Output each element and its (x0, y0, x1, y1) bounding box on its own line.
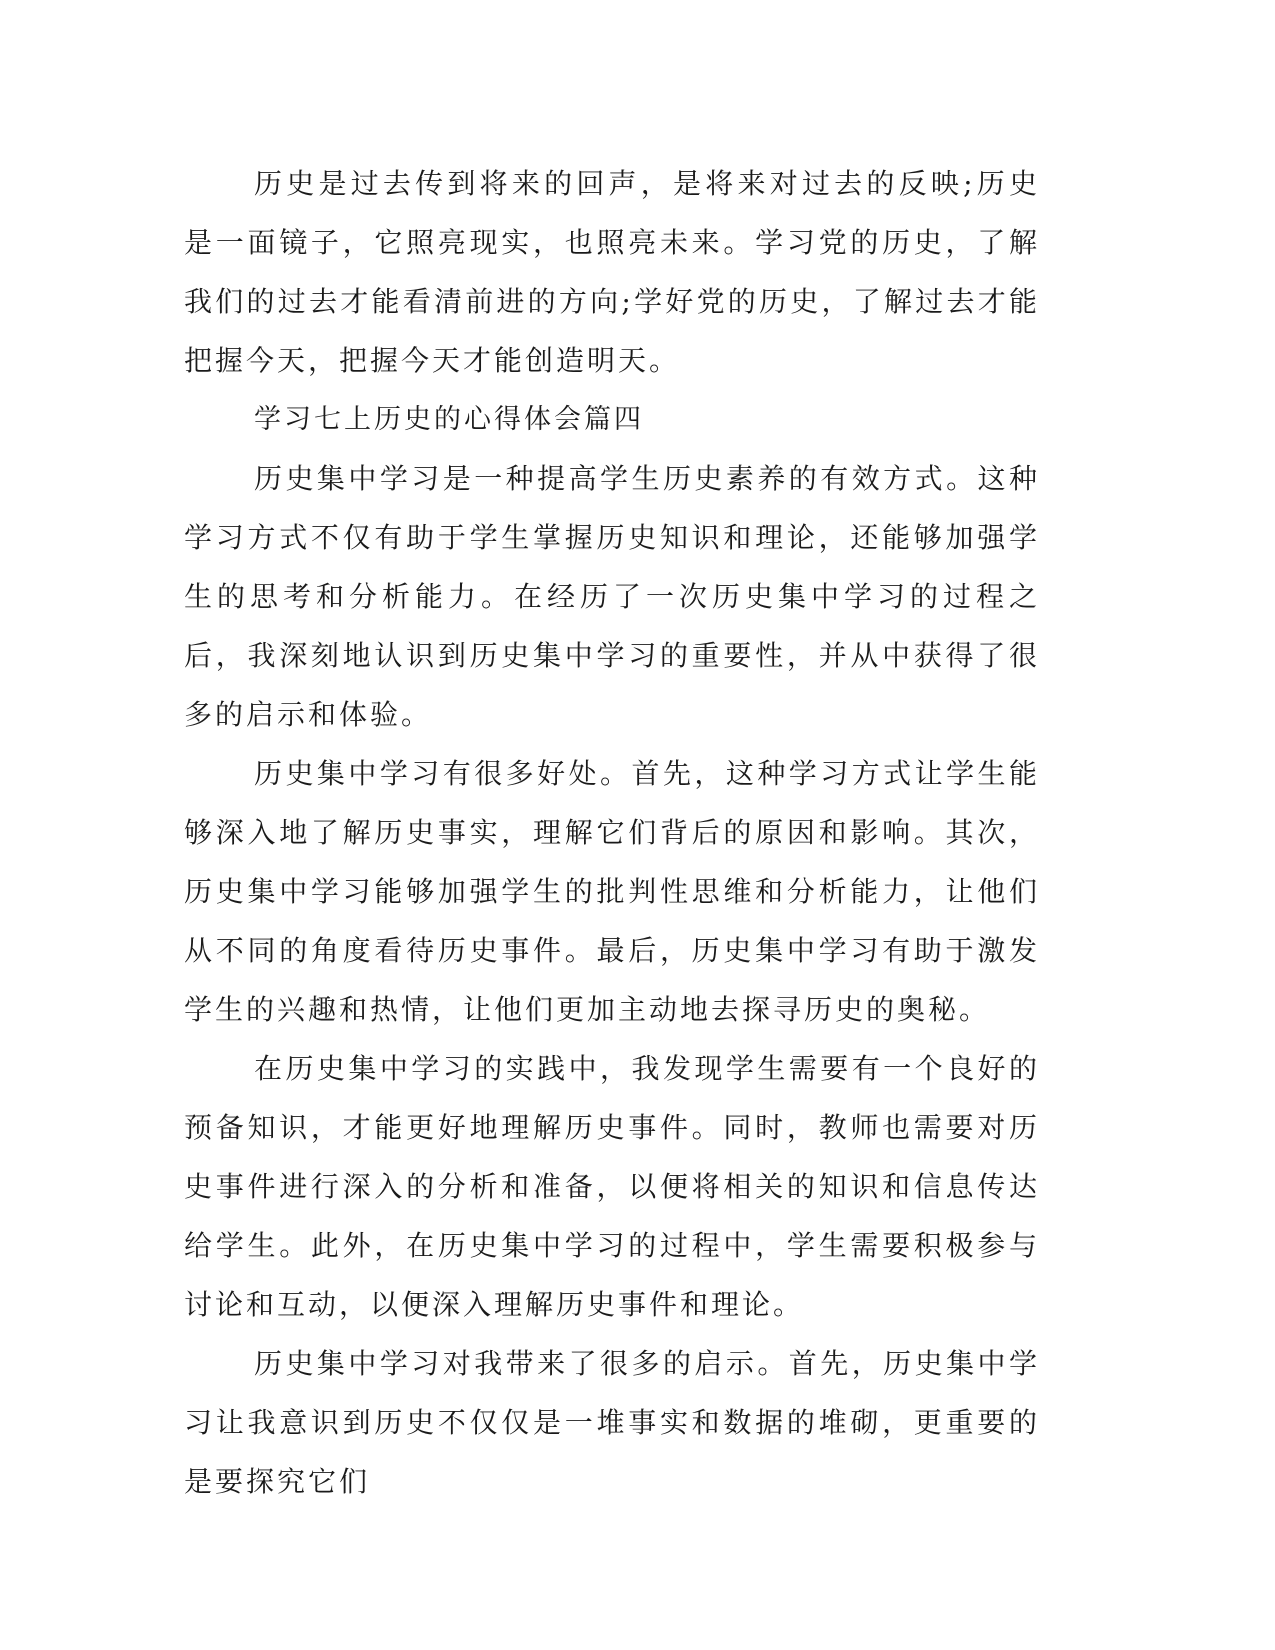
paragraph: 在历史集中学习的实践中，我发现学生需要有一个良好的预备知识，才能更好地理解历史事件。同时，教师也需要对历史事件进行深入的分析和准备，以便将相关的知识和信息传达给学生。此外，在历史集中学习的过程中，学生需要积极参与讨论和互动，以便深入理解历史事件和理论。 (184, 1052, 1040, 1321)
document-body (184, 154, 1040, 1511)
paragraph: 历史是过去传到将来的回声，是将来对过去的反映;历史是一面镜子，它照亮现实，也照亮未来。学习党的历史，了解我们的过去才能看清前进的方向;学好党的历史，了解过去才能把握今天，把握今天才能创造明天。 (184, 167, 1040, 377)
paragraph: 历史集中学习有很多好处。首先，这种学习方式让学生能够深入地了解历史事实，理解它们背后的原因和影响。其次，历史集中学习能够加强学生的批判性思维和分析能力，让他们从不同的角度看待历史事件。最后，历史集中学习有助于激发学生的兴趣和热情，让他们更加主动地去探寻历史的奥秘。 (184, 757, 1040, 1026)
section-title: 学习七上历史的心得体会篇四 (254, 404, 644, 435)
paragraph: 历史集中学习对我带来了很多的启示。首先，历史集中学习让我意识到历史不仅仅是一堆事实和数据的堆砌，更重要的是要探究它们 (184, 1347, 1040, 1498)
paragraph: 历史集中学习是一种提高学生历史素养的有效方式。这种学习方式不仅有助于学生掌握历史知识和理论，还能够加强学生的思考和分析能力。在经历了一次历史集中学习的过程之后，我深刻地认识到历史集中学习的重要性，并从中获得了很多的启示和体验。 (184, 462, 1040, 731)
